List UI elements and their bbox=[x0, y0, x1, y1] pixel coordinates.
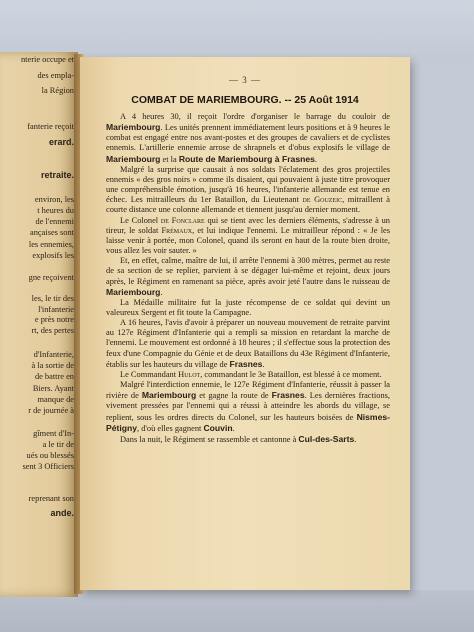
place-name: Mariembourg bbox=[141, 390, 197, 401]
text-run: Le Colonel bbox=[120, 215, 161, 225]
text-run: qui se tient avec les derniers éléments, s'adresse à un tireur, le soldat bbox=[106, 215, 390, 235]
left-page-line: des empla- bbox=[37, 71, 74, 80]
paragraph bbox=[106, 298, 390, 318]
left-page-line: nterie occupe et bbox=[20, 55, 74, 64]
left-page-line: e près notre bbox=[34, 315, 74, 324]
paragraph bbox=[106, 216, 390, 257]
text-run: Et, en effet, calme, maître de lui, il arrête l'ennemi à 300 mètres, permet au reste de sa section de se replier, parvient à se dégager lui-même et rejoint, deux jours après, le Régiment en ramenant sa pièce, après avoir jeté l'autre dans le ruisseau de bbox=[106, 256, 390, 286]
paragraph bbox=[106, 318, 390, 370]
place-name: Mariembourg bbox=[106, 122, 161, 133]
text-run: . bbox=[314, 154, 318, 164]
left-page-line: reprenant son bbox=[28, 494, 74, 503]
text-run: . bbox=[354, 434, 357, 444]
paragraph bbox=[106, 112, 390, 165]
left-page-line: manque de bbox=[37, 395, 74, 404]
text-run: . Les dernières fractions, vivement pressées par l'ennemi qui a réussi à atteindre les abords du village, se replient, sous les ordres directs du Colonel, sur les hauteurs boisées de bbox=[106, 391, 390, 422]
left-page-line: gne reçoivent bbox=[28, 273, 74, 282]
left-page-line: rt, des pertes bbox=[31, 326, 74, 335]
place-name: Cul-des-Sarts bbox=[298, 433, 355, 444]
background-top bbox=[0, 0, 474, 60]
left-page-line: erard. bbox=[48, 137, 74, 147]
left-page-line: de battre en bbox=[34, 372, 74, 381]
person-name: de Fonclare bbox=[160, 215, 205, 225]
left-page-line: sent 3 Officiers bbox=[22, 462, 74, 471]
place-name: Mariembourg bbox=[106, 286, 161, 297]
left-page-line: environ, les bbox=[34, 195, 74, 204]
text-run: . bbox=[160, 287, 163, 297]
left-page-line: gîment d'In- bbox=[33, 429, 74, 438]
place-name: Couvin bbox=[203, 422, 233, 433]
text-run: Dans la nuit, le Régiment se rassemble et cantonne à bbox=[120, 434, 299, 444]
text-run: . bbox=[262, 359, 265, 369]
left-page bbox=[0, 52, 78, 597]
left-page-line: retraite. bbox=[40, 170, 74, 180]
left-page-line: ués ou blessés bbox=[26, 451, 74, 460]
left-page-line: de l'ennemi bbox=[35, 217, 74, 226]
page-heading: COMBAT DE MARIEMBOURG. -- 25 Août 1914 bbox=[131, 94, 359, 106]
page-number: — 3 — bbox=[229, 75, 261, 85]
place-name: Route de Mariembourg à Frasnes bbox=[178, 153, 315, 164]
text-run: et gagne la route de bbox=[196, 391, 272, 401]
person-name: Hulot bbox=[178, 369, 201, 379]
left-page-line: fanterie reçoit bbox=[27, 122, 74, 131]
left-page-line: l'infanterie bbox=[38, 305, 74, 314]
left-page-line: a le tir de bbox=[42, 440, 74, 449]
paragraph bbox=[106, 434, 390, 445]
paragraph bbox=[106, 165, 390, 216]
left-page-line: la Région bbox=[41, 86, 74, 95]
place-name: Nismes-Pétigny bbox=[106, 411, 390, 433]
paragraph bbox=[106, 256, 390, 298]
person-name: de Gouzeic bbox=[302, 195, 343, 205]
left-page-line: r de journée à bbox=[28, 406, 74, 415]
left-page-line: les, le tir des bbox=[31, 294, 74, 303]
text-run: et la bbox=[160, 154, 179, 164]
text-run: , et lui indique l'ennemi. Le mitrailleur répond : « Je les laisse venir à portée, mon Colonel, quand ils seront en haut de la route bien droite, vous allez les voir sauter. » bbox=[106, 225, 390, 256]
place-name: Frasnes bbox=[271, 390, 305, 401]
text-run: . Les unités prennent immédiatement leurs positions et à 9 heures le combat est engagé entre nos avant-postes et des groupes de cavaliers et de cyclistes ennemis. L'artillerie ennemie arrose de shrapnels et d'obus explosifs le village de bbox=[106, 123, 390, 153]
person-name: Frémaux bbox=[161, 225, 193, 235]
text-run: , d'où elles gagnent bbox=[137, 423, 204, 433]
left-page-line: les ennemies, bbox=[28, 240, 74, 249]
text-run: Malgré l'interdiction ennemie, le 127e Régiment d'Infanterie, réussit à passer la rivière de bbox=[106, 380, 390, 401]
left-page-line: d'Infanterie, bbox=[33, 350, 74, 359]
body-text bbox=[106, 112, 390, 445]
text-run: La Médaille militaire fut la juste récompense de ce soldat qui devint un valeureux Sergent et fit toute la Campagne. bbox=[106, 297, 390, 317]
left-page-line: ande. bbox=[50, 508, 74, 518]
place-name: Mariembourg bbox=[106, 153, 161, 164]
text-run: Malgré la surprise que causait à nos soldats l'éclatement des gros projectiles ennemis « des gros noirs » comme ils disaient, qui pouvaient à juste titre provoquer une compréhensible émotion, jusqu'à 16 heures, l'infanterie allemande est tenue en échec. Les mitrailleurs du 1er Bataillon, du Lieutenant bbox=[106, 164, 390, 205]
text-run: , commandant le 3e Bataillon, est blessé à ce moment. bbox=[200, 369, 382, 379]
left-page-line: explosifs les bbox=[32, 251, 74, 260]
paragraph bbox=[106, 380, 390, 434]
right-page bbox=[80, 57, 410, 590]
text-run: A 16 heures, l'avis d'avoir à préparer un nouveau mouvement de retraite parvint au 127e Régiment d'Infanterie qui a rempli sa mission en retardant la marche de l'ennemi. Le mouvement est ordonné à 18 heures ; il s'effectue sous la protection des feux d'une Compagnie du Génie et de deux Bataillons du 43e Régiment d'Infanterie, établis sur les hauteurs du village de bbox=[106, 318, 390, 369]
text-run: . bbox=[232, 423, 235, 433]
text-run: A 4 heures 30, il reçoit l'ordre d'organiser le barrage du couloir de bbox=[120, 112, 390, 121]
left-page-line: t heures du bbox=[37, 206, 74, 215]
left-page-line: Biers. Ayant bbox=[32, 384, 74, 393]
place-name: Frasnes bbox=[229, 358, 263, 369]
paragraph bbox=[106, 370, 390, 380]
left-page-line: à la sortie de bbox=[31, 361, 74, 370]
left-page-line: ançaises sont bbox=[30, 228, 74, 237]
text-run: , mitraillent à courte distance une colonne allemande et tiennent jusqu'au dernier moment. bbox=[106, 195, 390, 215]
text-run: Le Commandant bbox=[120, 369, 179, 379]
